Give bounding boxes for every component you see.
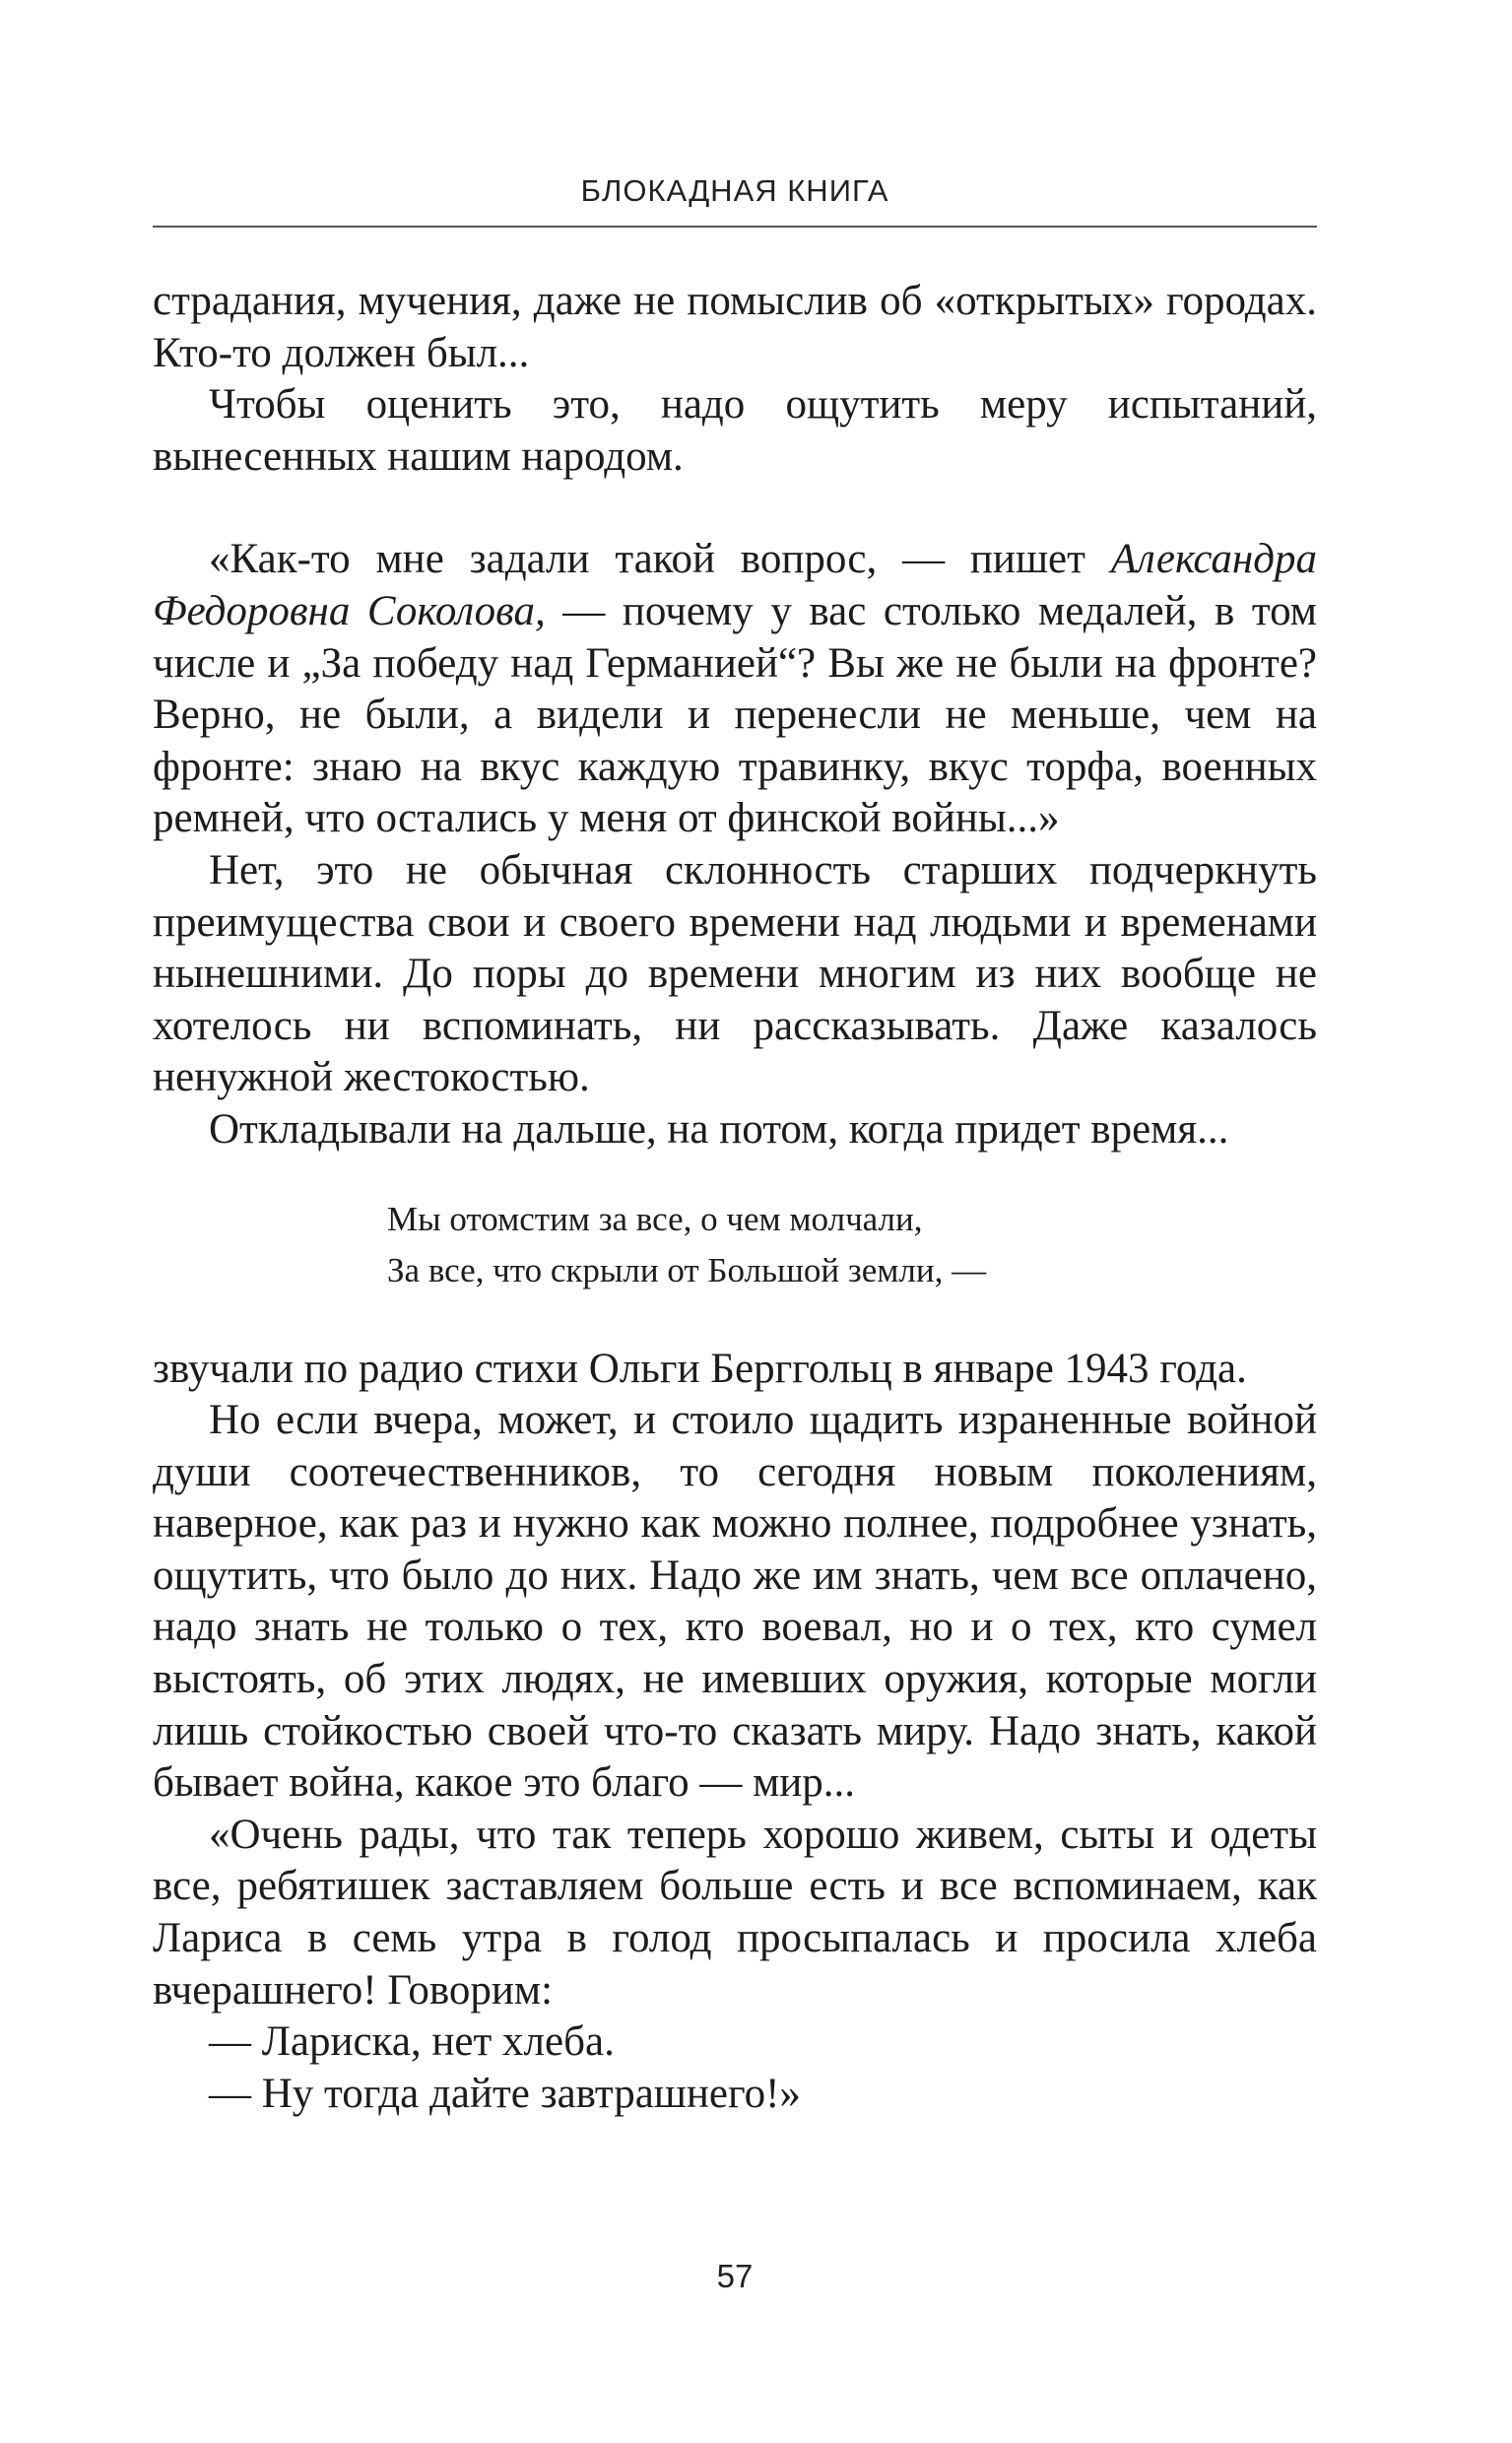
verse-block <box>387 1194 1317 1296</box>
header-rule <box>153 226 1317 228</box>
verse-line: За все, что скрыли от Большой земли, — <box>387 1250 987 1289</box>
running-title: БЛОКАДНАЯ КНИГА <box>580 173 889 208</box>
dialogue-line: — Лариска, нет хлеба. <box>209 2018 615 2066</box>
verse-line: Мы отомстим за все, о чем молчали, <box>387 1199 923 1238</box>
quote-paragraph <box>153 534 1317 845</box>
quote-author: Александра Федоровна Соколова, <box>153 536 1317 634</box>
paragraph: Но если вчера, может, и стоило щадить израненные войной души соотечественников, то сегодня новым поколениям, наверное, как раз и нужно как можно полнее, подробнее узнать, ощутить, что было до них. Надо же им знать, чем все оплачено, надо знать не только о тех, кто воевал, но и о тех, кто сумел выстоять, об этих людях, не имевших оружия, которые могли лишь стойкостью своей что-то сказать миру. Надо знать, какой бывает война, какое это благо — мир... <box>153 1397 1317 1807</box>
quote-end: — почему у вас столько медалей, в том числе и „За победу над Германией“? Вы же не были на фронте? Верно, не были, а видели и перенесли не меньше, чем на фронте: знаю на вкус каждую травинку, вкус торфа, военных ремней, что остались у меня от финской войны...» <box>153 587 1317 842</box>
dialogue-line: — Ну тогда дайте завтрашнего!» <box>209 2070 801 2117</box>
paragraph: звучали по радио стихи Ольги Берггольц в январе 1943 года. <box>153 1345 1247 1392</box>
body-text <box>153 276 1317 2120</box>
quote-start: «Как-то мне задали такой вопрос, — пишет <box>209 536 1111 583</box>
paragraph: Откладывали на дальше, на потом, когда придет время... <box>209 1105 1229 1153</box>
page-number: 57 <box>716 2258 754 2294</box>
paragraph: Нет, это не обычная склонность старших подчеркнуть преимущества свои и своего времени над людьми и временами нынешними. До поры до времени многим из них вообще не хотелось ни вспоминать, ни рассказывать. Даже казалось ненужной жестокостью. <box>153 846 1317 1101</box>
paragraph-continuation: страдания, мучения, даже не помыслив об «открытых» городах. Кто-то должен был... <box>153 278 1317 376</box>
paragraph: «Очень рады, что так теперь хорошо живем, сыты и одеты все, ребятишек заставляем больше есть и все вспоминаем, как Лариса в семь утра в голод просыпалась и просила хлеба вчерашнего! Говорим: <box>153 1811 1317 2014</box>
paragraph: Чтобы оценить это, надо ощутить меру испытаний, вынесенных нашим народом. <box>153 381 1317 480</box>
